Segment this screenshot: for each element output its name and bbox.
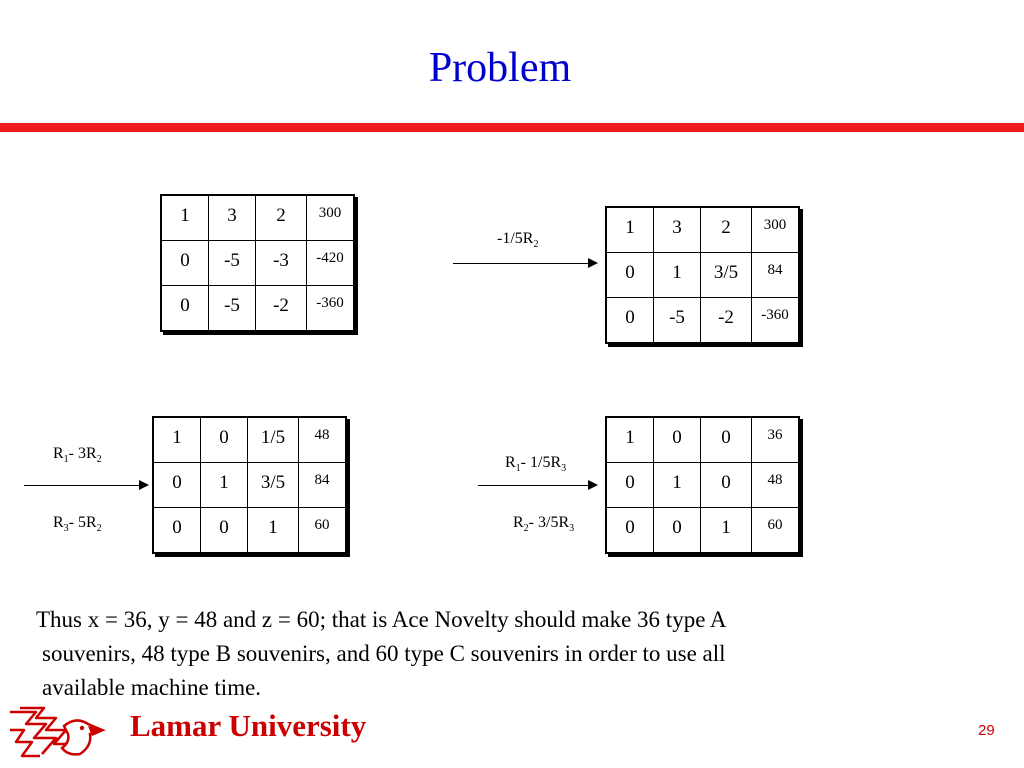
matrix-cell-rhs: -360 xyxy=(307,286,355,332)
matrix-cell-rhs: -420 xyxy=(307,241,355,286)
row-operation-label xyxy=(53,445,102,465)
matrix-cell-rhs: 60 xyxy=(752,508,800,554)
op-text: R xyxy=(53,445,64,462)
page-number: 29 xyxy=(978,722,995,739)
op-text: R xyxy=(505,454,516,471)
matrix-cell: -5 xyxy=(654,298,701,344)
matrix-cell: 1 xyxy=(153,417,201,463)
matrix-cell: 0 xyxy=(161,241,209,286)
matrix-cell: 1 xyxy=(654,253,701,298)
matrix-cell: 1 xyxy=(701,508,752,554)
matrix-cell: 0 xyxy=(153,463,201,508)
matrix-row xyxy=(606,463,799,508)
matrix-cell: 0 xyxy=(701,463,752,508)
matrix-cell: 0 xyxy=(701,417,752,463)
matrix-cell: 2 xyxy=(256,195,307,241)
matrix-row xyxy=(606,298,799,344)
transform-arrow xyxy=(24,485,147,486)
op-text: R xyxy=(53,514,64,531)
matrix-cell: 1/5 xyxy=(248,417,299,463)
matrix-row xyxy=(606,417,799,463)
op-text: - 3/5R xyxy=(528,514,570,531)
matrix-cell-rhs: 36 xyxy=(752,417,800,463)
op-subscript: 2 xyxy=(96,454,102,466)
matrix-cell: 3 xyxy=(209,195,256,241)
matrix-cell-rhs: 300 xyxy=(307,195,355,241)
op-subscript: 3 xyxy=(569,523,575,535)
matrix-step-1 xyxy=(605,206,800,344)
cardinal-logo-icon xyxy=(6,704,110,762)
matrix-row xyxy=(606,253,799,298)
matrix-row xyxy=(161,286,354,332)
matrix-row xyxy=(153,463,346,508)
op-text: -1/5R xyxy=(497,230,534,247)
matrix-row xyxy=(161,241,354,286)
op-subscript: 3 xyxy=(63,523,69,535)
title-divider xyxy=(0,123,1024,132)
conclusion-line: souvenirs, 48 type B souvenirs, and 60 type C souvenirs in order to use all xyxy=(42,641,726,666)
op-subscript: 2 xyxy=(523,523,529,535)
op-subscript: 2 xyxy=(533,239,539,251)
matrix-cell-rhs: 84 xyxy=(299,463,347,508)
op-text: - 5R xyxy=(68,514,97,531)
matrix-cell-rhs: 300 xyxy=(752,207,800,253)
matrix-cell: 2 xyxy=(701,207,752,253)
op-subscript: 3 xyxy=(561,463,567,475)
matrix-cell: -2 xyxy=(256,286,307,332)
matrix-row xyxy=(153,417,346,463)
op-subscript: 1 xyxy=(63,454,69,466)
slide-title: Problem xyxy=(428,45,572,91)
matrix-cell: 3/5 xyxy=(248,463,299,508)
row-operation-label xyxy=(53,514,102,534)
matrix-cell: 3/5 xyxy=(701,253,752,298)
matrix-cell-rhs: 48 xyxy=(752,463,800,508)
matrix-reduced xyxy=(605,416,800,554)
matrix-row xyxy=(153,508,346,554)
matrix-cell: 1 xyxy=(248,508,299,554)
matrix-cell: -2 xyxy=(701,298,752,344)
matrix-original xyxy=(160,194,355,332)
matrix-cell: 0 xyxy=(161,286,209,332)
op-subscript: 1 xyxy=(515,463,521,475)
matrix-cell: -3 xyxy=(256,241,307,286)
conclusion-text xyxy=(36,603,916,705)
matrix-cell-rhs: 48 xyxy=(299,417,347,463)
row-operation-label xyxy=(505,454,566,474)
matrix-cell: -5 xyxy=(209,286,256,332)
op-text: R xyxy=(513,514,524,531)
matrix-row xyxy=(161,195,354,241)
matrix-cell: 0 xyxy=(606,298,654,344)
op-text: - 1/5R xyxy=(520,454,562,471)
op-subscript: 2 xyxy=(96,523,102,535)
matrix-cell: 0 xyxy=(201,417,248,463)
row-operation-label xyxy=(513,514,574,534)
conclusion-line: Thus x = 36, y = 48 and z = 60; that is Ace Novelty should make 36 type A xyxy=(36,607,727,632)
matrix-cell: 1 xyxy=(606,417,654,463)
conclusion-line: available machine time. xyxy=(42,675,262,700)
matrix-cell: 3 xyxy=(654,207,701,253)
matrix-cell: 0 xyxy=(201,508,248,554)
matrix-cell: 0 xyxy=(654,417,701,463)
matrix-step-2 xyxy=(152,416,347,554)
matrix-cell: 0 xyxy=(606,508,654,554)
matrix-cell: 0 xyxy=(153,508,201,554)
matrix-cell: 0 xyxy=(606,463,654,508)
matrix-row xyxy=(606,508,799,554)
matrix-cell: 1 xyxy=(201,463,248,508)
matrix-cell: 1 xyxy=(606,207,654,253)
transform-arrow xyxy=(453,263,596,264)
row-operation-label xyxy=(497,230,538,250)
transform-arrow xyxy=(478,485,596,486)
matrix-cell: 0 xyxy=(606,253,654,298)
matrix-cell: 1 xyxy=(654,463,701,508)
matrix-cell-rhs: -360 xyxy=(752,298,800,344)
matrix-cell-rhs: 60 xyxy=(299,508,347,554)
matrix-cell: 1 xyxy=(161,195,209,241)
op-text: - 3R xyxy=(68,445,97,462)
matrix-row xyxy=(606,207,799,253)
university-name: Lamar University xyxy=(130,708,367,743)
matrix-cell: 0 xyxy=(654,508,701,554)
matrix-cell: -5 xyxy=(209,241,256,286)
matrix-cell-rhs: 84 xyxy=(752,253,800,298)
